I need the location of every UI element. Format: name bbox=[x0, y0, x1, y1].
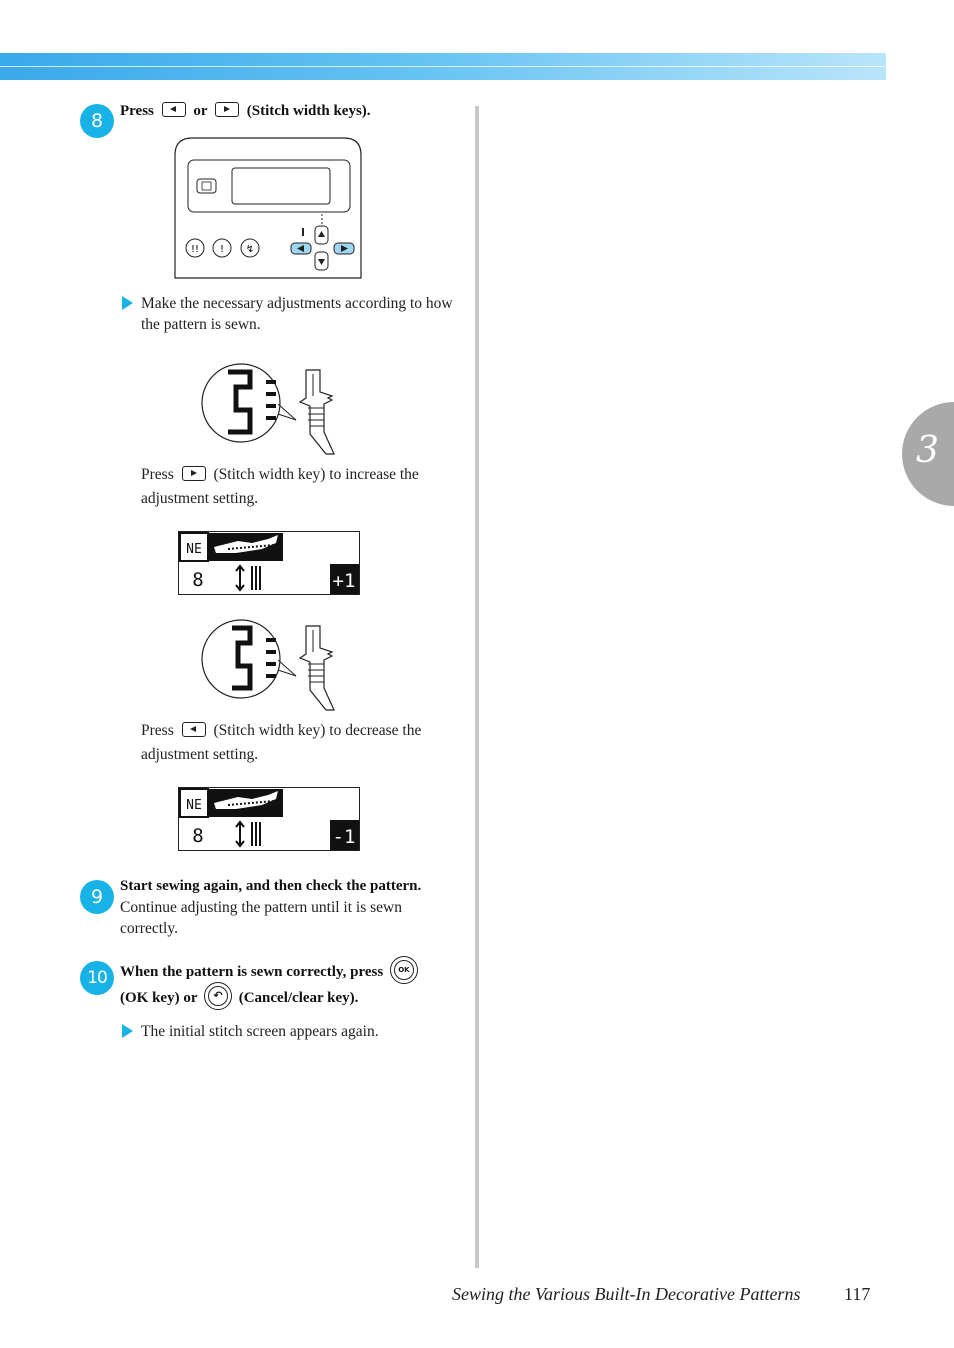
step-title-line2 bbox=[120, 982, 358, 1010]
left-arrow-key-icon bbox=[182, 722, 206, 737]
step-result-text: The initial stitch screen appears again. bbox=[141, 1023, 379, 1040]
ok-key-icon: OK bbox=[390, 956, 418, 984]
result-arrow-icon bbox=[122, 1024, 133, 1038]
left-arrow-key-icon bbox=[162, 102, 186, 117]
step-result-text: Make the necessary adjustments according to how the pattern is sewn. bbox=[141, 295, 453, 333]
step-number: 8 bbox=[80, 104, 114, 138]
header-bar bbox=[0, 53, 886, 80]
page-number: 117 bbox=[844, 1284, 871, 1304]
step-title bbox=[120, 102, 371, 120]
result-arrow-icon bbox=[122, 296, 133, 310]
pattern-magnifier-illustration bbox=[200, 362, 340, 460]
lcd-value: +1 bbox=[332, 570, 356, 592]
chapter-number: 3 bbox=[916, 430, 939, 471]
column-divider bbox=[475, 106, 479, 1268]
step-title: Start sewing again, and then check the pattern. bbox=[120, 878, 422, 894]
lcd-value: -1 bbox=[332, 826, 356, 848]
title-or: or bbox=[193, 103, 208, 119]
step-title-line1 bbox=[120, 956, 421, 984]
svg-text:NE: NE bbox=[186, 798, 202, 813]
lcd-display-decrease bbox=[178, 787, 360, 851]
chapter-tab bbox=[902, 402, 954, 506]
lcd-number: 8 bbox=[192, 825, 204, 847]
svg-text:!!: !! bbox=[190, 244, 200, 255]
pattern-magnifier-illustration bbox=[200, 618, 340, 716]
svg-text:!: ! bbox=[219, 244, 225, 255]
control-panel-illustration bbox=[174, 137, 362, 279]
decrease-press: Press bbox=[141, 722, 174, 739]
title-c: (Cancel/clear key). bbox=[238, 990, 359, 1006]
step-body-text: Continue adjusting the pattern until it is sewn correctly. bbox=[120, 899, 402, 937]
lcd-display-increase bbox=[178, 531, 360, 595]
cancel-clear-key-icon: ↶ bbox=[204, 982, 232, 1010]
title-b: (OK key) or bbox=[120, 990, 198, 1006]
title-press: Press bbox=[120, 103, 154, 119]
lcd-number: 8 bbox=[192, 569, 204, 591]
svg-text:↯: ↯ bbox=[245, 244, 255, 255]
increase-text: (Stitch width key) to increase the adjustment setting. bbox=[141, 466, 419, 507]
title-a: When the pattern is sewn correctly, press bbox=[120, 964, 384, 980]
decrease-instruction bbox=[141, 719, 461, 767]
right-arrow-key-icon bbox=[215, 102, 239, 117]
footer-title: Sewing the Various Built-In Decorative Patterns bbox=[452, 1284, 801, 1304]
step-number: 10 bbox=[80, 961, 114, 995]
decrease-text: (Stitch width key) to decrease the adjustment setting. bbox=[141, 722, 422, 763]
increase-press: Press bbox=[141, 466, 174, 483]
step-number: 9 bbox=[80, 880, 114, 914]
right-arrow-key-icon bbox=[182, 466, 206, 481]
title-tail: (Stitch width keys). bbox=[246, 103, 371, 119]
svg-text:NE: NE bbox=[186, 542, 202, 557]
increase-instruction bbox=[141, 463, 461, 511]
